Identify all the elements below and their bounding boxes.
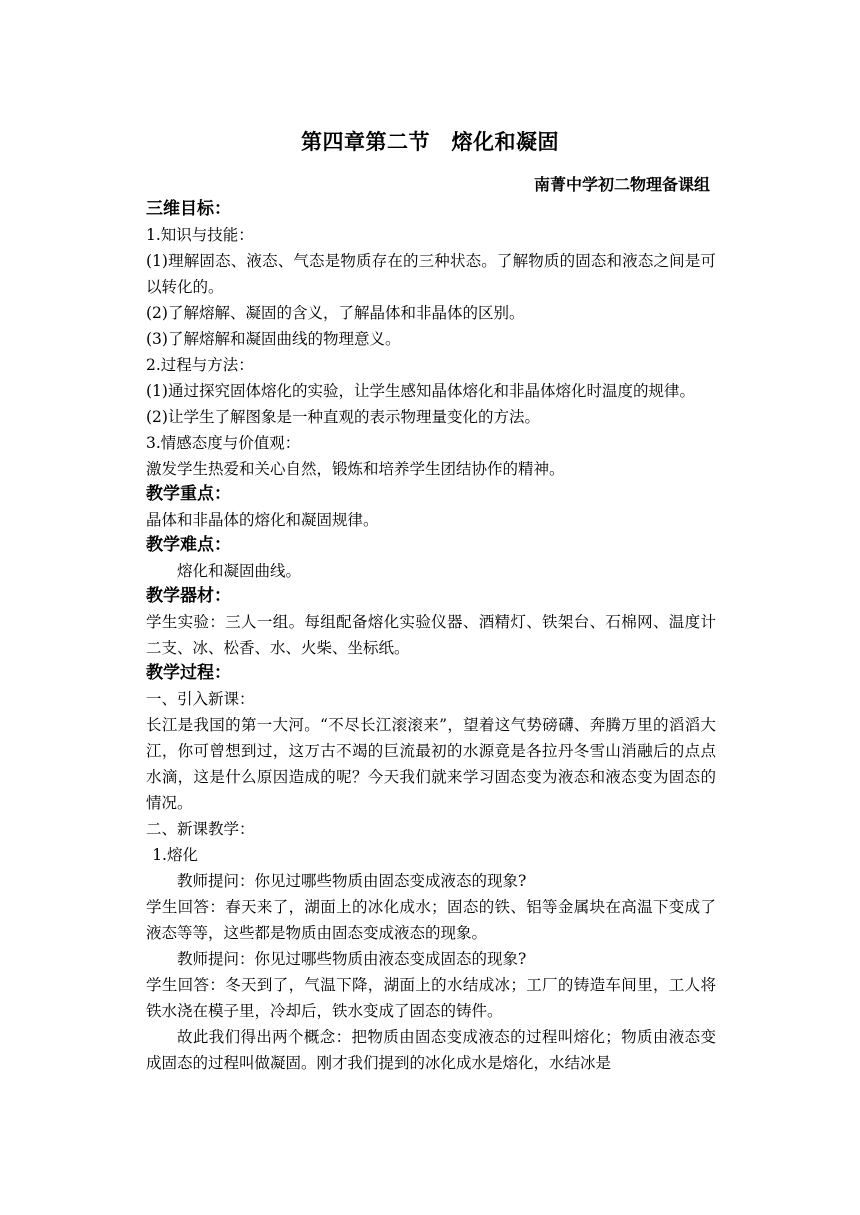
key-text: 晶体和非晶体的熔化和凝固规律。 [146, 511, 379, 529]
document-body [146, 197, 716, 1076]
goals-heading: 三维目标： [146, 199, 231, 219]
key-heading: 教学重点： [146, 484, 231, 504]
student-answer-2: 学生回答：冬天到了，气温下降，湖面上的水结成冰；工厂的铸造车间里，工人将铁水浇在模子里，冷却后，铁水变成了固态的铸件。 [146, 976, 716, 1020]
intro-text: 长江是我国的第一大河。“不尽长江滚滚来”，望着这气势磅礴、奔腾万里的滔滔大江，你可曾想到过，这万古不竭的巨流最初的水源竟是各拉丹冬雪山消融后的点点水滴，这是什么原因造成的呢？今天我们就来学习固态变为液态和液态变为固态的情况。 [146, 716, 716, 812]
goal2-item2: (2)让学生了解图象是一种直观的表示物理量变化的方法。 [146, 408, 540, 426]
intro-title: 一、引入新课： [146, 690, 255, 708]
goal1-item3: (3)了解熔解和凝固曲线的物理意义。 [146, 330, 401, 348]
melt-title: 1.熔化 [152, 846, 198, 864]
equipment-text: 学生实验：三人一组。每组配备熔化实验仪器、酒精灯、铁架台、石棉网、温度计二支、冰、松香、水、火柴、坐标纸。 [146, 613, 716, 657]
new-lesson-title: 二、新课教学： [146, 820, 255, 838]
process-heading: 教学过程： [146, 663, 231, 683]
goal1-item2: (2)了解熔解、凝固的含义，了解晶体和非晶体的区别。 [146, 304, 525, 322]
difficult-heading: 教学难点： [146, 535, 231, 555]
student-answer-1: 学生回答：春天来了，湖面上的冰化成水；固态的铁、铝等金属块在高温下变成了液态等等，这些都是物质由固态变成液态的现象。 [146, 898, 716, 942]
goal1-title: 1.知识与技能： [146, 226, 254, 244]
goal3-item1: 激发学生热爱和关心自然，锻炼和培养学生团结协作的精神。 [146, 460, 565, 478]
teacher-question-2: 教师提问：你见过哪些物质由液态变成固态的现象? [177, 950, 527, 968]
goal1-item1: (1)理解固态、液态、气态是物质存在的三种状态。了解物质的固态和液态之间是可以转化的。 [146, 252, 716, 296]
author-line: 南菁中学初二物理备课组 [533, 175, 710, 194]
goal2-item1: (1)通过探究固体熔化的实验，让学生感知晶体熔化和非晶体熔化时温度的规律。 [146, 382, 695, 400]
teacher-question-1: 教师提问：你见过哪些物质由固态变成液态的现象? [177, 872, 527, 890]
goal2-title: 2.过程与方法： [146, 356, 254, 374]
conclusion-paragraph: 故此我们得出两个概念：把物质由固态变成液态的过程叫熔化；物质由液态变成固态的过程叫做凝固。刚才我们提到的冰化成水是熔化，水结冰是 [146, 1028, 716, 1072]
equipment-heading: 教学器材： [146, 586, 231, 606]
difficult-text: 熔化和凝固曲线。 [177, 562, 302, 580]
document-title: 第四章第二节 熔化和凝固 [301, 130, 559, 154]
goal3-title: 3.情感态度与价值观： [146, 434, 301, 452]
